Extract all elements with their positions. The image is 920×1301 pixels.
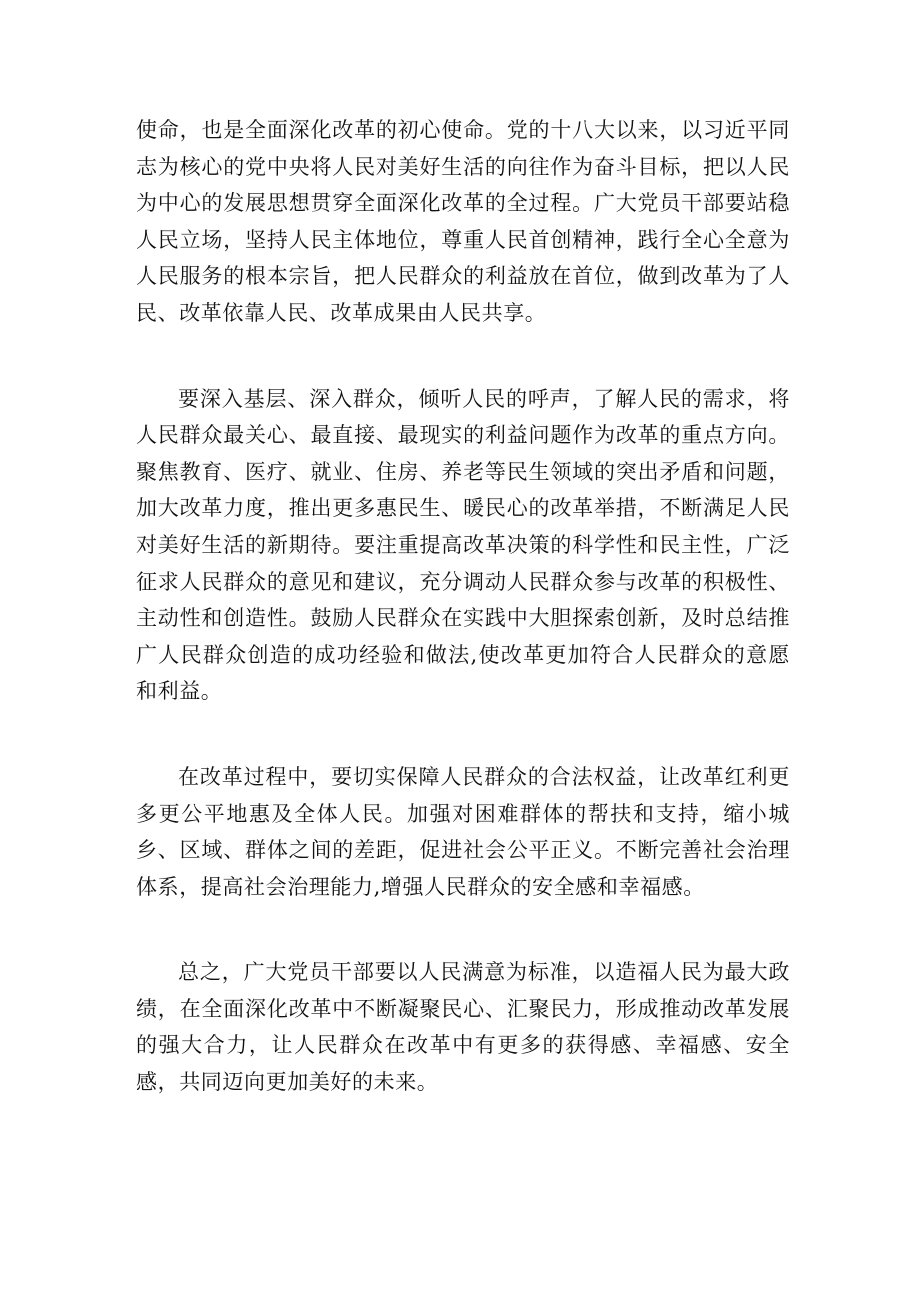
paragraph: 总之，广大党员干部要以人民满意为标准，以造福人民为最大政绩，在全面深化改革中不断凝聚民心、汇聚民力，形成推动改革发展的强大合力，让人民群众在改革中有更多的获得感、幸福感、安全感，共同迈向更加美好的未来。	[136, 960, 790, 1095]
paragraph: 在改革过程中，要切实保障人民群众的合法权益，让改革红利更多更公平地惠及全体人民。加强对困难群体的帮扶和支持，缩小城乡、区域、群体之间的差距，促进社会公平正义。不断完善社会治理体系，提高社会治理能力,增强人民群众的安全感和幸福感。	[136, 764, 790, 899]
document-body	[136, 112, 790, 1101]
paragraph: 要深入基层、深入群众，倾听人民的呼声，了解人民的需求，将人民群众最关心、最直接、最现实的利益问题作为改革的重点方向。聚焦教育、医疗、就业、住房、养老等民生领域的突出矛盾和问题，加大改革力度，推出更多惠民生、暖民心的改革举措，不断满足人民对美好生活的新期待。要注重提高改革决策的科学性和民主性，广泛征求人民群众的意见和建议，充分调动人民群众参与改革的积极性、主动性和创造性。鼓励人民群众在实践中大胆探索创新，及时总结推广人民群众创造的成功经验和做法,使改革更加符合人民群众的意愿和利益。	[136, 386, 790, 704]
paragraph-continued: 使命，也是全面深化改革的初心使命。党的十八大以来，以习近平同志为核心的党中央将人民对美好生活的向往作为奋斗目标，把以人民为中心的发展思想贯穿全面深化改革的全过程。广大党员干部要站稳人民立场，坚持人民主体地位，尊重人民首创精神，践行全心全意为人民服务的根本宗旨，把人民群众的利益放在首位，做到改革为了人民、改革依靠人民、改革成果由人民共享。	[136, 118, 790, 325]
